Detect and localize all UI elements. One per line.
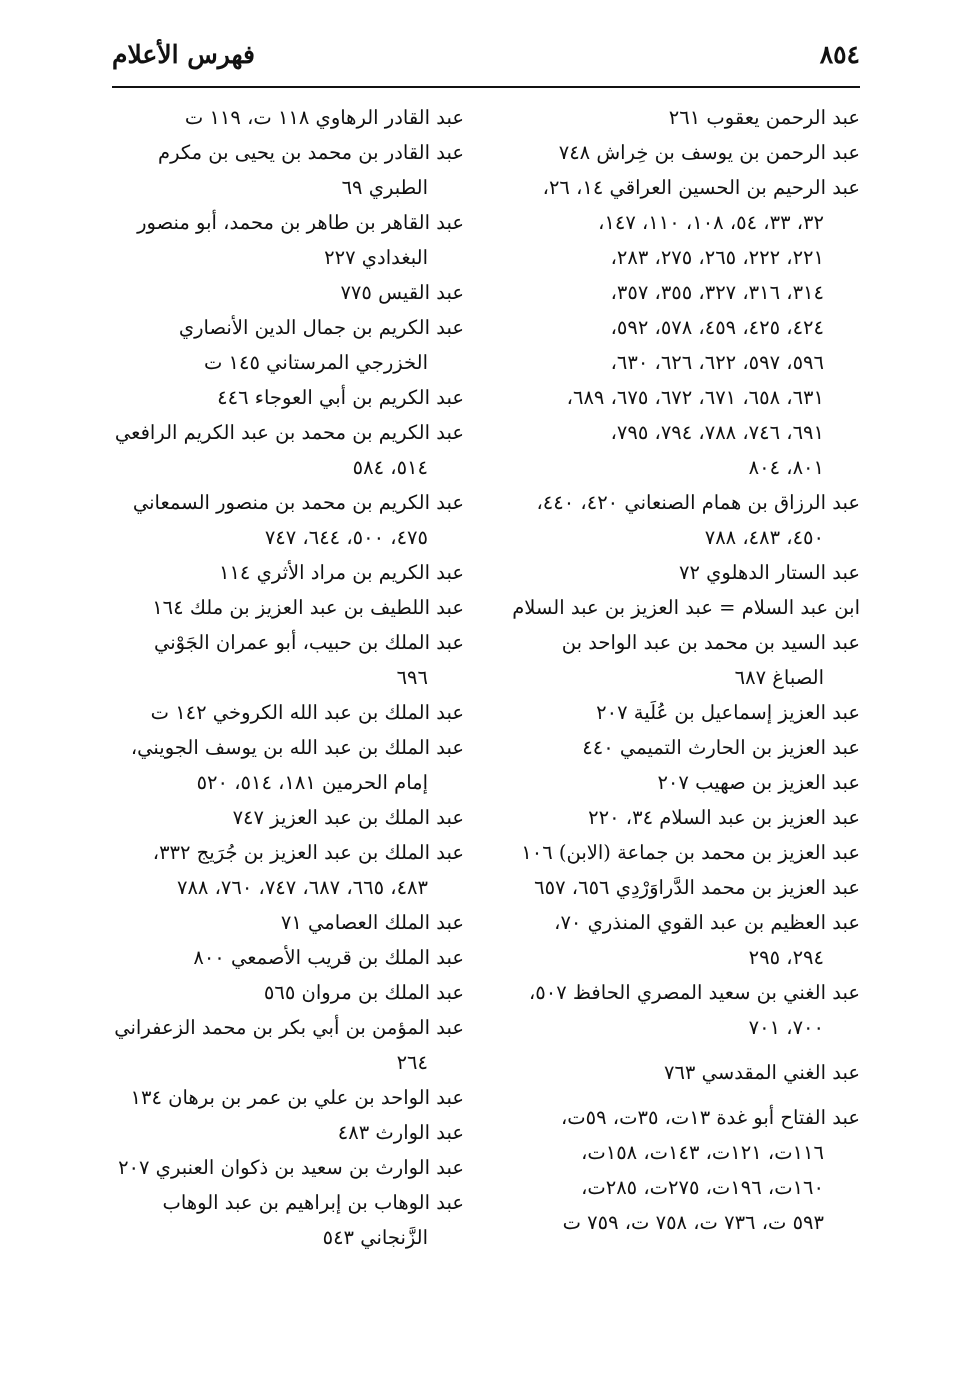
index-entry	[490, 485, 860, 555]
entry-name: عبد الرحمن يعقوب ٢٦١	[668, 106, 860, 129]
index-entry	[490, 975, 860, 1045]
entry-continuation: ٥١٤، ٥٨٤	[352, 456, 428, 479]
page-number: ٨٥٤	[819, 40, 860, 69]
entry-continuation: البغدادي ٢٢٧	[324, 246, 428, 269]
index-entry	[104, 415, 464, 485]
entry-continuation: الصباغ ٦٨٧	[734, 666, 824, 689]
entry-name: عبد الفتاح أبو غدة ١٣ت، ٣٥ت، ٥٩ت،	[561, 1106, 860, 1129]
header-rule	[112, 86, 860, 88]
index-entry	[490, 590, 860, 625]
index-entry	[104, 975, 464, 1010]
index-entry	[104, 590, 464, 625]
index-entry	[104, 625, 464, 695]
entry-continuation: ٥٩٣ ت، ٧٣٦ ت، ٧٥٨ ت، ٧٥٩ ت	[562, 1211, 824, 1234]
entry-name: عبد الملك بن مروان ٥٦٥	[263, 981, 464, 1004]
entry-continuation: ٤٨٣، ٦٦٥، ٦٨٧، ٧٤٧، ٧٦٠، ٧٨٨	[176, 876, 428, 899]
entry-continuation: ٢٢١، ٢٢٢، ٢٦٥، ٢٧٥، ٢٨٣،	[610, 246, 824, 269]
entry-continuation: ٧٠٠، ٧٠١	[748, 1016, 824, 1039]
entry-continuation: ٨٠١، ٨٠٤	[748, 456, 824, 479]
entry-continuation: ٤٥٠، ٤٨٣، ٧٨٨	[704, 526, 824, 549]
entry-name: عبد الملك بن عبد الله الكروخي ١٤٢ ت	[150, 701, 464, 724]
entry-name: عبد الملك بن عبد الله بن يوسف الجويني،	[130, 736, 464, 759]
entry-name: عبد الملك بن حبيب، أبو عمران الجَوْني	[153, 631, 464, 654]
index-entry	[104, 485, 464, 555]
entry-continuation: ٦٩١، ٧٤٦، ٧٨٨، ٧٩٤، ٧٩٥،	[610, 421, 824, 444]
entry-continuation: الزَّنجاني ٥٤٣	[322, 1226, 428, 1249]
entry-name: عبد الوارث بن سعيد بن ذكوان العنبري ٢٠٧	[118, 1156, 464, 1179]
entry-name: عبد الوهاب بن إبراهيم بن عبد الوهاب	[162, 1191, 464, 1214]
index-entry	[104, 1080, 464, 1115]
entry-name: عبد الواحد بن علي بن عمر بن برهان ١٣٤	[130, 1086, 464, 1109]
entry-name: عبد الوارث ٤٨٣	[337, 1121, 464, 1144]
page-header	[112, 40, 860, 90]
index-entry	[104, 1010, 464, 1080]
index-entry	[104, 1115, 464, 1150]
entry-name: عبد العزيز بن صهيب ٢٠٧	[657, 771, 860, 794]
index-entry	[104, 1150, 464, 1185]
index-entry	[490, 765, 860, 800]
index-entry	[104, 310, 464, 380]
index-entry	[490, 695, 860, 730]
entry-continuation: ٣٢، ٣٣، ٥٤، ١٠٨، ١١٠، ١٤٧،	[598, 211, 824, 234]
entry-continuation: ٢٦٤	[396, 1051, 428, 1074]
index-column-right	[490, 100, 860, 1240]
entry-name: عبد الكريم بن جمال الدين الأنصاري	[178, 316, 464, 339]
entry-name: عبد الستار الدهلوي ٧٢	[679, 561, 860, 584]
entry-name: عبد القيس ٧٧٥	[340, 281, 464, 304]
index-entry	[104, 555, 464, 590]
entry-continuation: ٤٢٤، ٤٢٥، ٤٥٩، ٥٧٨، ٥٩٢،	[610, 316, 824, 339]
entry-name: عبد القاهر بن طاهر بن محمد، أبو منصور	[137, 211, 464, 234]
entry-name: عبد العزيز بن محمد الدَّراوَرْدِي ٦٥٦، ٦٥٧	[534, 876, 860, 899]
index-entry	[104, 835, 464, 905]
index-entry	[104, 940, 464, 975]
entry-name: عبد المؤمن بن أبي بكر بن محمد الزعفراني	[114, 1016, 464, 1039]
index-entry	[490, 800, 860, 835]
entry-continuation: ٦٣١، ٦٥٨، ٦٧١، ٦٧٢، ٦٧٥، ٦٨٩،	[566, 386, 824, 409]
entry-name: عبد الكريم بن مراد الأثري ١١٤	[218, 561, 464, 584]
entry-name: عبد العزيز بن محمد بن جماعة (الابن) ١٠٦	[521, 841, 860, 864]
entry-name: ابن عبد السلام = عبد العزيز بن عبد السلام	[512, 596, 860, 619]
entry-gap	[490, 1090, 860, 1100]
entry-name: عبد الملك العصامي ٧١	[280, 911, 464, 934]
entry-name: عبد السيد بن محمد بن عبد الواحد بن	[561, 631, 860, 654]
entry-continuation: ٣١٤، ٣١٦، ٣٢٧، ٣٥٥، ٣٥٧،	[610, 281, 824, 304]
index-entry	[104, 905, 464, 940]
entry-continuation: ١١٦ت، ١٢١ت، ١٤٣ت، ١٥٨ت،	[581, 1141, 824, 1164]
entry-name: عبد الملك بن عبد العزيز ٧٤٧	[232, 806, 464, 829]
index-entry	[104, 380, 464, 415]
entry-name: عبد الكريم بن محمد بن عبد الكريم الرافعي	[114, 421, 464, 444]
entry-continuation: الخزرجي المرستاني ١٤٥ ت	[203, 351, 428, 374]
entry-name: عبد الملك بن قريب الأصمعي ٨٠٠	[193, 946, 464, 969]
index-entry	[104, 275, 464, 310]
index-entry	[490, 135, 860, 170]
entry-name: عبد الرزاق بن همام الصنعاني ٤٢٠، ٤٤٠،	[536, 491, 860, 514]
index-column-left	[104, 100, 464, 1255]
index-entry	[490, 625, 860, 695]
index-entry	[490, 100, 860, 135]
entry-continuation: ٥٩٦، ٥٩٧، ٦٢٢، ٦٢٦، ٦٣٠،	[610, 351, 824, 374]
index-entry	[490, 730, 860, 765]
index-entry	[104, 730, 464, 800]
index-entry	[104, 695, 464, 730]
entry-gap	[490, 1045, 860, 1055]
index-entry	[490, 555, 860, 590]
index-entry	[490, 905, 860, 975]
entry-name: عبد الملك بن عبد العزيز بن جُرَيج ٣٣٢،	[152, 841, 464, 864]
entry-name: عبد العزيز بن الحارث التميمي ٤٤٠	[582, 736, 860, 759]
index-entry	[490, 870, 860, 905]
index-entry	[104, 135, 464, 205]
index-entry	[490, 835, 860, 870]
entry-continuation: إمام الحرمين ١٨١، ٥١٤، ٥٢٠	[196, 771, 428, 794]
entry-name: عبد الكريم بن محمد بن منصور السمعاني	[132, 491, 464, 514]
index-entry	[104, 100, 464, 135]
entry-name: عبد العزيز بن عبد السلام ٣٤، ٢٢٠	[588, 806, 860, 829]
entry-name: عبد اللطيف بن عبد العزيز بن ملك ١٦٤	[152, 596, 464, 619]
entry-name: عبد القادر بن محمد بن يحيى بن مكرم	[158, 141, 464, 164]
index-entry	[490, 1055, 860, 1090]
entry-name: عبد العظيم بن عبد القوي المنذري ٧٠،	[554, 911, 860, 934]
entry-continuation: ٢٩٤، ٢٩٥	[748, 946, 824, 969]
entry-continuation: ٤٧٥، ٥٠٠، ٦٤٤، ٧٤٧	[264, 526, 428, 549]
entry-name: عبد الغني المقدسي ٧٦٣	[663, 1061, 860, 1084]
entry-name: عبد الغني بن سعيد المصري الحافظ ٥٠٧،	[529, 981, 860, 1004]
index-entry	[104, 1185, 464, 1255]
entry-name: عبد القادر الرهاوي ١١٨ ت، ١١٩ ت	[184, 106, 464, 129]
entry-name: عبد الرحيم بن الحسين العراقي ١٤، ٢٦،	[542, 176, 860, 199]
index-entry	[104, 800, 464, 835]
entry-name: عبد الكريم بن أبي العوجاء ٤٤٦	[217, 386, 464, 409]
index-entry	[490, 170, 860, 485]
running-title: فهرس الأعلام	[112, 40, 256, 69]
entry-name: عبد العزيز إسماعيل بن عُلَية ٢٠٧	[596, 701, 860, 724]
entry-continuation: ٦٩٦	[396, 666, 428, 689]
index-entry	[490, 1100, 860, 1240]
entry-continuation: الطبري ٦٩	[341, 176, 428, 199]
entry-continuation: ١٦٠ت، ١٩٦ت، ٢٧٥ت، ٢٨٥ت،	[581, 1176, 824, 1199]
index-entry	[104, 205, 464, 275]
entry-name: عبد الرحمن بن يوسف بن خِراش ٧٤٨	[558, 141, 860, 164]
